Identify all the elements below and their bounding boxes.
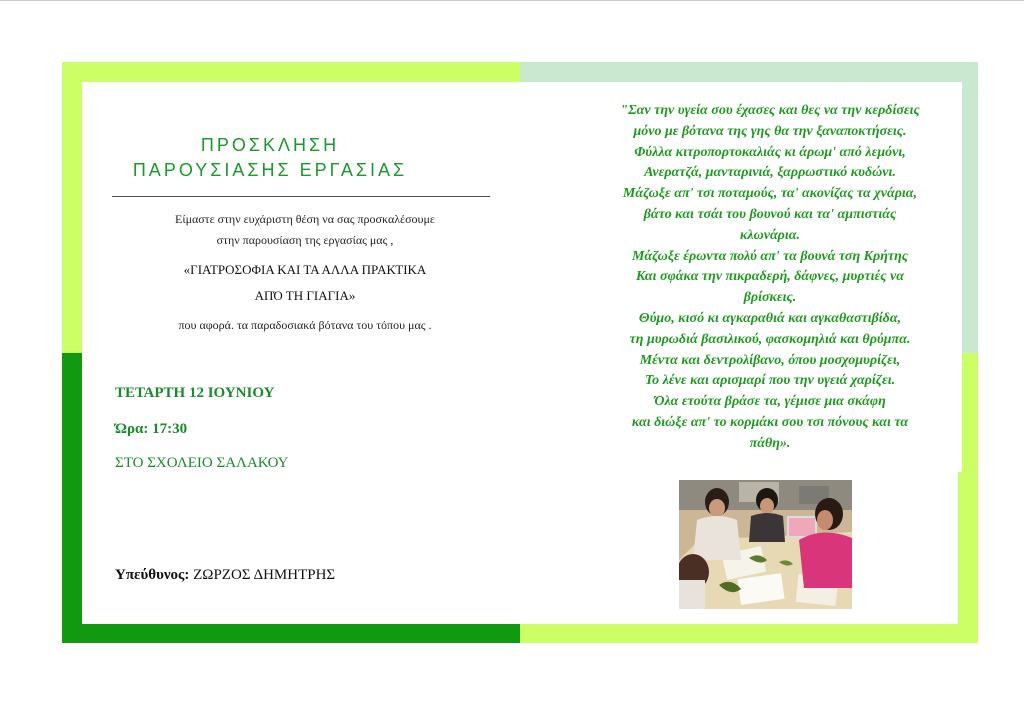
poem-line: και διώξε απ' το κορμάκι σου τσι πόνους και τα [631,414,909,430]
poem-line: Μέντα και δεντρολίβανο, όπου μοσχομυρίζει, [639,352,901,368]
poem-line: πάθη». [749,435,791,451]
herbal-poem [560,101,980,455]
poem-line: Και σφάκα την πικραδερή, δάφνες, μυρτιές να [636,269,904,285]
poem-line: τη μυρωδιά βασιλικού, φασκομηλιά και θρύμπα. [629,331,911,347]
event-time-label: Ώρα: [115,421,149,437]
responsible-label: Υπεύθυνος: [115,567,190,583]
poem-line: Θύμο, κισό κι αγκαραθιά και αγκαθαστιβίδα, [638,310,902,326]
poem-line: Ανερατζά, μανταρινιά, ξαρρωστικό κυδώνι. [644,165,896,181]
students-photo [679,480,852,609]
intro-line-2: στην παρουσίαση της εργασίας μας , [216,233,394,247]
poem-line: Φύλλα κιτροπορτοκαλιάς κι άρωμ' από λεμόνι, [634,144,906,160]
work-title-line-1: «ΓΙΑΤΡΟΣΟΦΙΑ ΚΑΙ ΤΑ ΑΛΛΑ ΠΡΑΚΤΙΚΑ [183,262,427,277]
event-date: ΤΕΤΑΡΤΗ 12 ΙΟΥΝΙΟΥ [115,385,275,401]
event-time-value: 17:30 [152,421,188,437]
top-border-line [0,0,1024,1]
poem-line: Μάζωξε έρωντα πολύ απ' τα βουνά τση Κρήτης [631,248,909,264]
intro-line-3: που αφορά. τα παραδοσιακά βότανα του τόπου μας . [178,318,432,332]
poem-line: "Σαν την υγεία σου έχασες και θες να την κερδίσεις [620,103,920,118]
event-time [115,421,187,438]
responsible-person [115,567,335,584]
poem-line: μόνο με βότανα της γης θα την ξαναποκτήσεις. [633,123,907,139]
poem-line: Μάζωξε απ' τσι ποταμούς, τα' ακονίζας τα χνάρια, [622,186,918,202]
divider-line [112,196,490,197]
intro-line-1: Είμαστε στην ευχάριστη θέση να σας προσκαλέσουμε [175,212,435,226]
invitation-subtitle: ΠΑΡΟΥΣΙΑΣΗΣ ΕΡΓΑΣΙΑΣ [132,160,408,180]
poem-line: Όλα ετούτα βράσε τα, γέμισε μια σκάφη [654,394,886,410]
poem-line: κλωνάρια. [739,227,801,243]
poem-line: Το λένε και αρισμαρί που την υγειά χαρίζει. [644,373,896,389]
responsible-name: ΖΩΡΖΟΣ ΔΗΜΗΤΡΗΣ [193,567,336,583]
poem-line: βάτο και τσάι του βουνού και τα' αμπιστιάς [643,206,897,222]
event-place: ΣΤΟ ΣΧΟΛΕΙΟ ΣΑΛΑΚΟΥ [115,455,289,471]
work-title-line-2: ΑΠΌ ΤΗ ΓΙΑΓΙΑ» [254,288,356,303]
invitation-title: ΠΡΟΣΚΛΗΣΗ [200,135,340,155]
students-photo-image [679,480,852,609]
poem-line: βρίσκεις. [743,290,797,306]
